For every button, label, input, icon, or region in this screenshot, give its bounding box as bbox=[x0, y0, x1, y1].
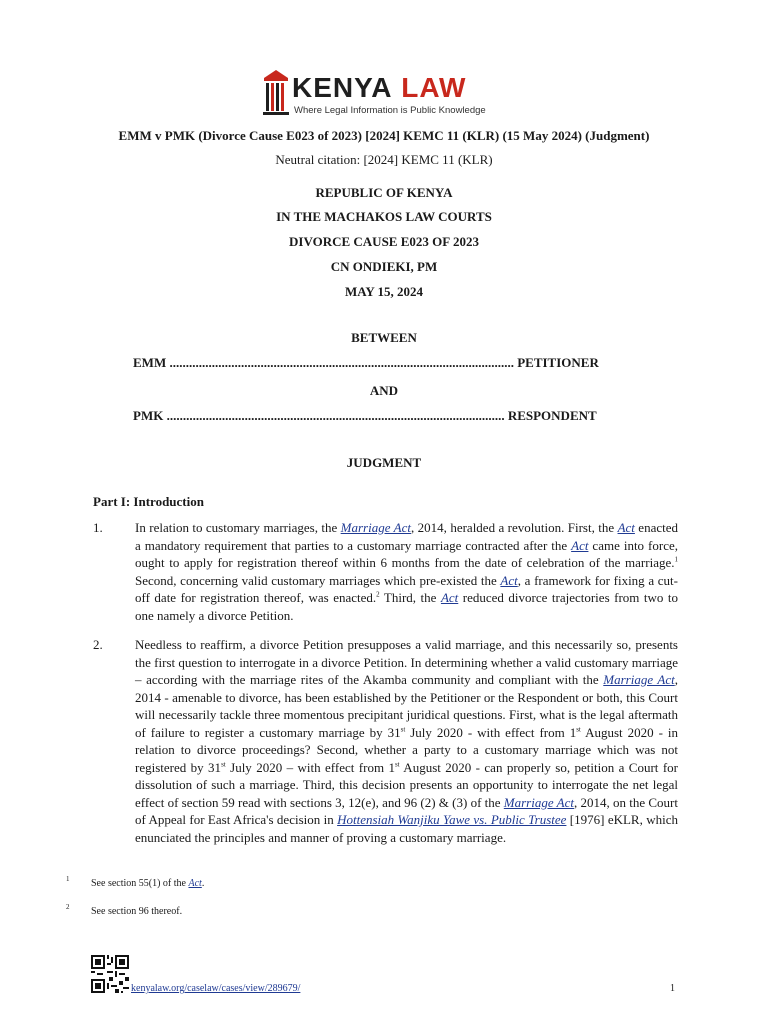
logo-wordmark bbox=[292, 72, 466, 104]
footnote-ref-2[interactable]: 2 bbox=[376, 590, 380, 599]
text-span: , 2014 - amenable to divorce, has been established by the Petitioner or the Respondent or both, this Court will necessarily tackle three momentous precipitant juridical questions. First, what is the legal aftermath of failure to register a customary marriage by 31 bbox=[135, 672, 678, 740]
ordinal-suffix: st bbox=[400, 725, 406, 734]
kenya-law-logo bbox=[262, 70, 512, 120]
footnote-number: 2 bbox=[66, 903, 70, 911]
and-label: AND bbox=[369, 383, 399, 398]
act-link[interactable]: Act bbox=[500, 572, 518, 588]
between-label: BETWEEN bbox=[351, 330, 417, 345]
respondent-line: PMK ........................................................................................................ RESPONDENT bbox=[133, 408, 597, 423]
footnote-2 bbox=[66, 903, 183, 917]
section-heading: Part I: Introduction bbox=[93, 494, 204, 509]
footnote-text bbox=[91, 878, 204, 889]
paragraph-text bbox=[135, 636, 678, 846]
header-judge: CN ONDIEKI, PM bbox=[330, 259, 438, 274]
text-span: enacted a mandatory requirement that parties to a customary marriage contracted after the bbox=[135, 520, 678, 553]
logo-law-text: LAW bbox=[401, 72, 467, 103]
paragraph-number: 2. bbox=[93, 637, 103, 652]
text-span: [1976] eKLR, which enunciated the principles and manner of proving a customary marriage. bbox=[135, 812, 678, 845]
footer-url-link[interactable]: kenyalaw.org/caselaw/cases/view/289679/ bbox=[131, 983, 301, 994]
qr-code-icon[interactable] bbox=[91, 955, 129, 993]
paragraph-text bbox=[135, 519, 678, 624]
text-span: See section 55(1) of the bbox=[91, 878, 189, 889]
footnote-1 bbox=[66, 875, 205, 889]
footnote-ref-1[interactable]: 1 bbox=[674, 555, 678, 564]
header-republic: REPUBLIC OF KENYA bbox=[315, 185, 453, 200]
act-link[interactable]: Act bbox=[188, 878, 202, 889]
ordinal-suffix: st bbox=[221, 760, 226, 769]
footnote-number: 1 bbox=[66, 875, 70, 883]
ordinal-suffix: st bbox=[576, 725, 581, 734]
case-title: EMM v PMK (Divorce Cause E023 of 2023) [2024] KEMC 11 (KLR) (15 May 2024) (Judgment) bbox=[118, 128, 650, 143]
text-span: , 2014, heralded a revolution. First, the bbox=[411, 520, 618, 535]
text-span: reduced divorce trajectories from two to one namely a divorce Petition. bbox=[135, 590, 678, 623]
neutral-citation: Neutral citation: [2024] KEMC 11 (KLR) bbox=[275, 152, 493, 167]
act-link[interactable]: Act bbox=[571, 537, 589, 553]
paragraph-1 bbox=[93, 519, 678, 624]
text-span: August 2020 - can properly so, petition a Court for dissolution of such a marriage. Third, this decision presents an opportunity to interrogate the net legal effect of section 59 read with sections 3, 12(e), and 96 (2) & (3) of the bbox=[135, 759, 678, 810]
text-span: In relation to customary marriages, the bbox=[135, 520, 341, 535]
text-span: August 2020 - in relation to divorce proceedings? Second, whether a party to a customary marriage which was not registered by 31 bbox=[135, 724, 678, 775]
law-courts-pillars-icon bbox=[262, 70, 292, 118]
text-span: July 2020 - with effect from 1 bbox=[405, 724, 577, 740]
text-span: Third, the bbox=[379, 590, 441, 605]
marriage-act-link[interactable]: Marriage Act bbox=[603, 672, 675, 687]
header-date: MAY 15, 2024 bbox=[344, 284, 424, 299]
text-span: Second, concerning valid customary marriages which pre-existed the bbox=[135, 572, 501, 588]
text-span: . bbox=[201, 878, 205, 889]
logo-kenya-text: KENYA bbox=[292, 72, 393, 103]
header-court: IN THE MACHAKOS LAW COURTS bbox=[276, 209, 492, 224]
act-link[interactable]: Act bbox=[440, 590, 459, 605]
petitioner-line: EMM .......................................................................................................... PETITIONER bbox=[133, 355, 599, 370]
marriage-act-link[interactable]: Marriage Act bbox=[503, 794, 574, 810]
judgment-heading: JUDGMENT bbox=[346, 455, 422, 470]
text-span: , 2014, on the Court of Appeal for East Africa's decision in bbox=[135, 794, 679, 827]
text-span: came into force, ought to apply for registration thereof within 6 months from the date of celebration of the marriage. bbox=[135, 537, 678, 570]
case-link[interactable]: Hottensiah Wanjiku Yawe vs. Public Trustee bbox=[337, 812, 567, 827]
paragraph-2 bbox=[93, 636, 678, 846]
logo-tagline: Where Legal Information is Public Knowledge bbox=[294, 105, 486, 116]
act-link[interactable]: Act bbox=[617, 520, 635, 535]
text-span: July 2020 – with effect from 1 bbox=[225, 759, 395, 775]
header-cause: DIVORCE CAUSE E023 OF 2023 bbox=[289, 234, 479, 249]
marriage-act-link[interactable]: Marriage Act bbox=[340, 520, 411, 535]
footnote-text: See section 96 thereof. bbox=[91, 906, 183, 917]
text-span: Needless to reaffirm, a divorce Petition presupposes a valid marriage, and this necessarily so, presents the first question to interrogate in a divorce Petition. In determining whether a valid customary marriage – according with the marriage rites of the Akamba community and compliant with the bbox=[135, 637, 678, 687]
paragraph-number: 1. bbox=[93, 520, 103, 535]
text-span: , a framework for fixing a cut-off date for registration thereof, was enacted. bbox=[135, 572, 678, 605]
page-number: 1 bbox=[670, 983, 675, 994]
ordinal-suffix: st bbox=[394, 760, 400, 769]
